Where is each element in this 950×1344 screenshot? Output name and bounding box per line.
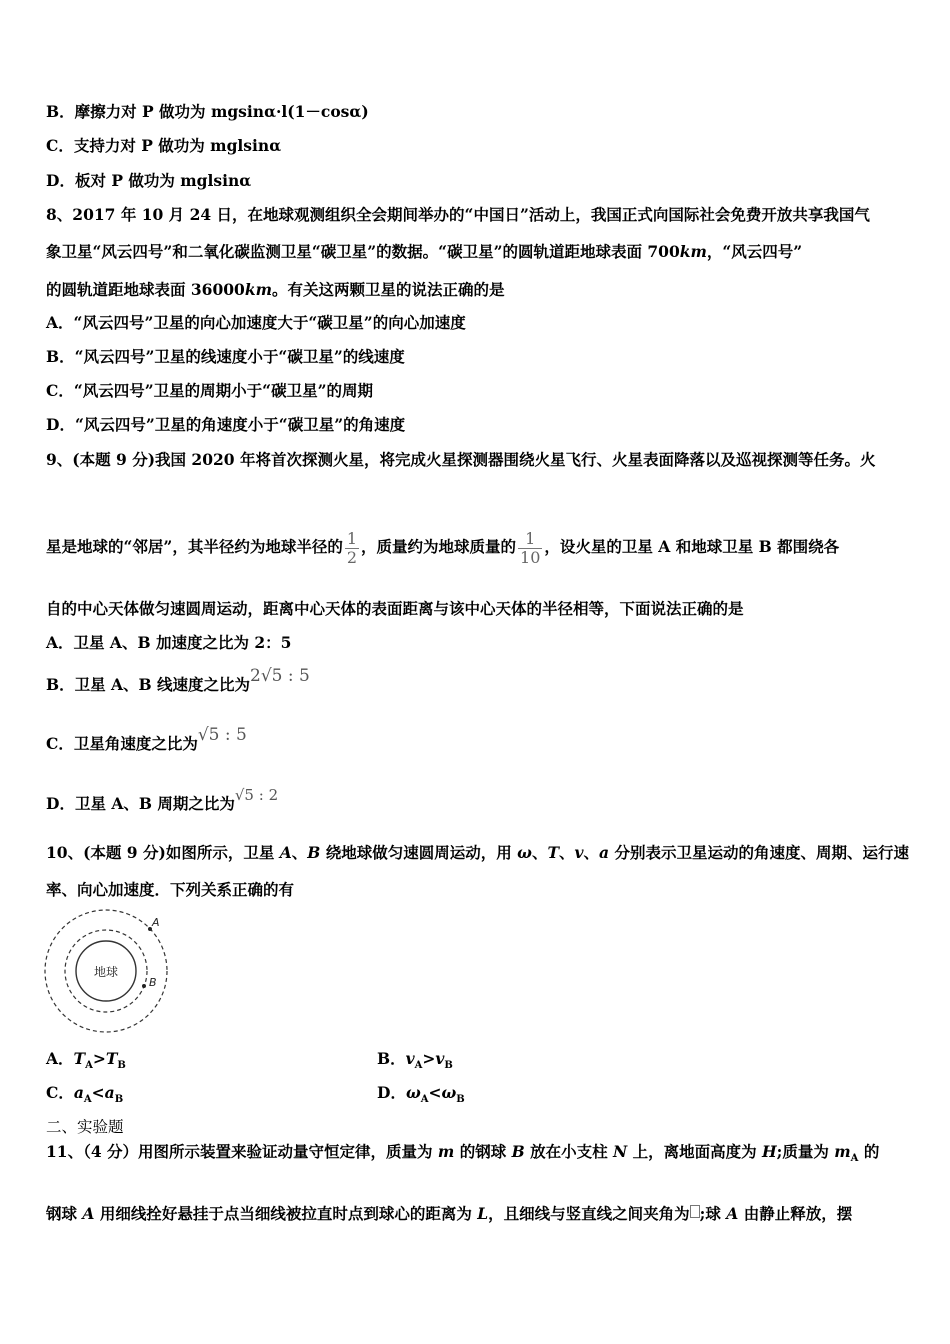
q10-option-b: B．$v_A>v_B$ bbox=[377, 1049, 453, 1072]
q9-option-b: B．卫星 A、B 线速度之比为2√5 : 5 bbox=[46, 666, 310, 694]
ratio-expression: √5 : 2 bbox=[234, 786, 279, 804]
q7-option-c: C．支持力对 P 做功为 mglsinα bbox=[46, 136, 282, 155]
q9-stem-line-2: 星是地球的“邻居”，其半径约为地球半径的 $\frac{1}{2}$ ，质量约为地球质量的 $\frac{1}{10}$ ，设火星的卫星 A 和地球卫星 B 都围绕各 bbox=[46, 528, 840, 567]
q10-stem-line-2: 率、向心加速度．下列关系正确的有 bbox=[46, 880, 295, 899]
q8-stem-line-1: 8、2017 年 10 月 24 日，在地球观测组织全会期间举办的“中国日”活动上，我国正式向国际社会免费开放共享我国气 bbox=[46, 205, 870, 224]
satellite-a-label: A bbox=[152, 916, 160, 929]
fraction-one-tenth: $\frac{1}{10}$ bbox=[520, 528, 541, 567]
q9-option-c: C．卫星角速度之比为√5 : 5 bbox=[46, 725, 247, 753]
q7-option-d: D．板对 P 做功为 mglsinα bbox=[46, 171, 252, 190]
satellite-b-dot bbox=[142, 984, 146, 988]
q8-option-c: C．“风云四号”卫星的周期小于“碳卫星”的周期 bbox=[46, 381, 373, 400]
orbit-figure bbox=[40, 908, 172, 1036]
q10-stem-line-1: 10、(本题 9 分)如图所示，卫星 A、B 绕地球做匀速圆周运动，用 ω、T、v、a 分别表示卫星运动的角速度、周期、运行速 bbox=[46, 843, 909, 862]
q8-option-b: B．“风云四号”卫星的线速度小于“碳卫星”的线速度 bbox=[46, 347, 405, 366]
fraction-one-half: $\frac{1}{2}$ bbox=[346, 528, 358, 567]
q8-stem-line-3: 的圆轨道距地球表面 36000km。有关这两颗卫星的说法正确的是 bbox=[46, 280, 505, 299]
q8-stem-line-2: 象卫星“风云四号”和二氧化碳监测卫星“碳卫星”的数据。“碳卫星”的圆轨道距地球表面 700km，“风云四号” bbox=[46, 242, 803, 261]
q10-option-d: D．$\omega_A<\omega_B$ bbox=[377, 1083, 465, 1106]
section-heading-experiments: 二、实验题 bbox=[46, 1118, 124, 1136]
q8-option-d: D．“风云四号”卫星的角速度小于“碳卫星”的角速度 bbox=[46, 415, 406, 434]
earth-label: 地球 bbox=[93, 965, 119, 979]
q9-stem-line-1: 9、(本题 9 分)我国 2020 年将首次探测火星，将完成火星探测器围绕火星飞行、火星表面降落以及巡视探测等任务。火 bbox=[46, 450, 876, 469]
ratio-expression: 2√5 : 5 bbox=[250, 666, 310, 686]
q7-option-b: B．摩擦力对 P 做功为 mgsinα·l(1－cosα) bbox=[46, 102, 369, 121]
q9-stem-line-3: 自的中心天体做匀速圆周运动，距离中心天体的表面距离与该中心天体的半径相等，下面说法正确的是 bbox=[46, 599, 744, 618]
q9-option-a: A．卫星 A、B 加速度之比为 2：5 bbox=[46, 633, 292, 652]
ratio-expression: √5 : 5 bbox=[197, 725, 247, 745]
missing-symbol-box bbox=[690, 1205, 700, 1218]
q10-option-a: A．$T_A>T_B$ bbox=[46, 1049, 126, 1072]
satellite-b-label: B bbox=[149, 976, 157, 989]
q11-stem-line-2: 钢球 A 用细线拴好悬挂于点当细线被拉直时点到球心的距离为 L，且细线与竖直线之间夹角为 ;球 A 由静止释放，摆 bbox=[46, 1204, 853, 1223]
q9-option-d: D．卫星 A、B 周期之比为√5 : 2 bbox=[46, 786, 279, 813]
q8-option-a: A．“风云四号”卫星的向心加速度大于“碳卫星”的向心加速度 bbox=[46, 313, 466, 332]
q11-stem-line-1: 11、（4 分）用图所示装置来验证动量守恒定律，质量为 m 的钢球 B 放在小支柱 N 上，离地面高度为 H;质量为 $m_A$ 的 bbox=[46, 1142, 880, 1165]
q10-option-c: C．$a_A<a_B$ bbox=[46, 1083, 124, 1106]
